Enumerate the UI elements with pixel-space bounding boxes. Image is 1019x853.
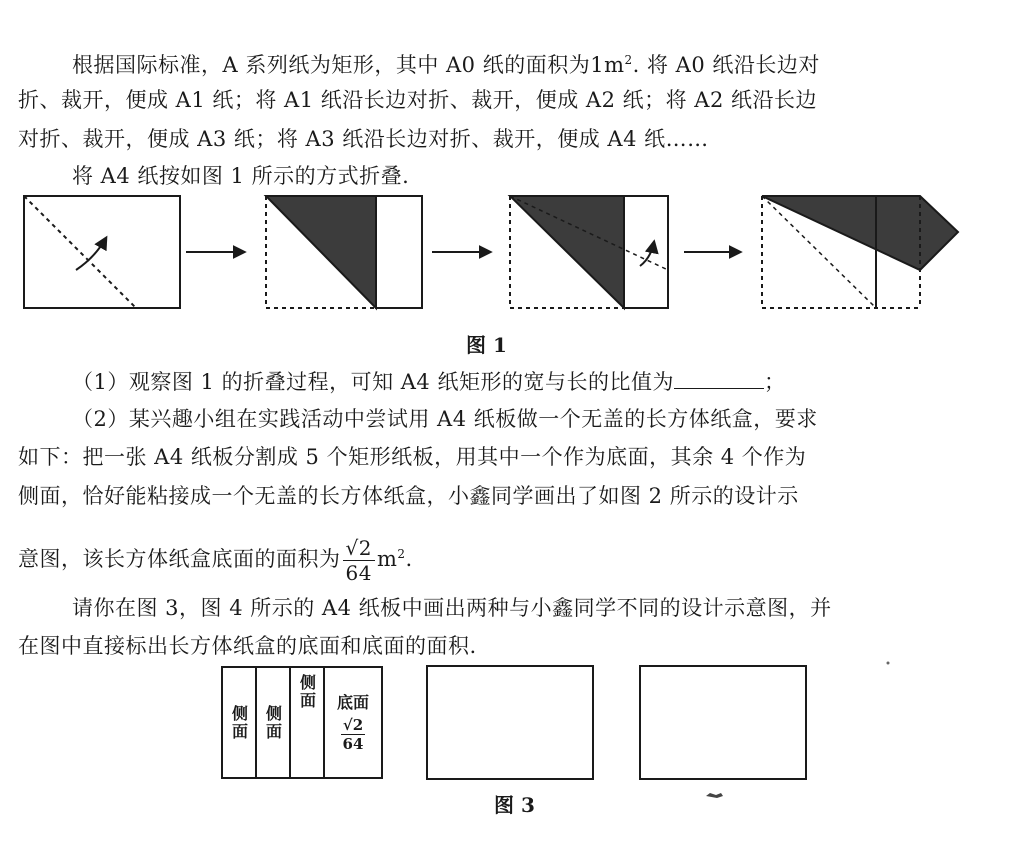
fraction-numerator: √2: [343, 536, 375, 561]
text-segment: . 将 A0 纸沿长边对: [632, 53, 820, 77]
side-panel-3: [289, 666, 325, 779]
figure-3-board: [427, 666, 593, 779]
fold-step-1: [24, 196, 180, 308]
question-3-line-1: 请你在图 3，图 4 所示的 A4 纸板中画出两种与小鑫同学不同的设计示意图，并: [72, 596, 832, 620]
answer-blank[interactable]: [674, 368, 764, 389]
side-panel-2: [255, 666, 291, 779]
area-exponent: 2: [624, 53, 633, 67]
side-panel-label: 侧面: [297, 674, 317, 710]
question-2-line-2: 如下：把一张 A4 纸板分割成 5 个矩形纸板，用其中一个作为底面，其余 4 个作为: [18, 445, 807, 469]
paragraph-1-line-2: 折、裁开，便成 A1 纸；将 A1 纸沿长边对折、裁开，便成 A2 纸；将 A2 纸沿长边: [18, 88, 818, 112]
bottom-area-numerator: √2: [342, 715, 364, 734]
figure-3-caption: 图 3: [494, 793, 535, 817]
question-1-text: （1）观察图 1 的折叠过程，可知 A4 纸矩形的宽与长的比值为: [72, 370, 674, 394]
area-unit-exponent: 2: [397, 547, 406, 561]
paragraph-2: 将 A4 纸按如图 1 所示的方式折叠.: [72, 164, 410, 188]
question-1: [72, 368, 1019, 396]
bottom-panel: [323, 666, 383, 779]
question-2-text: 意图，该长方体纸盒底面的面积为: [18, 547, 341, 571]
question-2-line-3: 侧面，恰好能粘接成一个无盖的长方体纸盒，小鑫同学画出了如图 2 所示的设计示: [18, 484, 799, 508]
fraction-denominator: 64: [345, 561, 372, 585]
ink-smudge: [706, 793, 723, 798]
figure-1-caption: 图 1: [466, 333, 507, 357]
figure-4-board: [640, 666, 806, 779]
side-panel-label: 侧面: [229, 704, 249, 741]
ink-speck: [887, 662, 890, 665]
question-2-line-1: （2）某兴趣小组在实践活动中尝试用 A4 纸板做一个无盖的长方体纸盒，要求: [72, 407, 818, 431]
side-panel-label: 侧面: [263, 704, 283, 741]
question-2-line-4: [18, 524, 1003, 589]
question-1-end: ；: [763, 370, 786, 394]
bottom-area-denominator: 64: [342, 734, 364, 753]
area-unit: m: [376, 547, 398, 571]
side-panel-1: [221, 666, 257, 779]
fold-step-4: [762, 196, 958, 308]
bottom-panel-label: 底面: [336, 692, 369, 712]
sentence-end: .: [405, 547, 413, 571]
fold-step-3: [510, 196, 668, 308]
area-value: 1m: [590, 53, 625, 77]
paragraph-1-line-3: 对折、裁开，便成 A3 纸；将 A3 纸沿长边对折、裁开，便成 A4 纸……: [18, 127, 709, 151]
fold-step-2: [266, 196, 422, 308]
area-fraction: [343, 536, 375, 585]
text-segment: 根据国际标准，A 系列纸为矩形，其中 A0 纸的面积为: [72, 53, 591, 77]
question-3-line-2: 在图中直接标出长方体纸盒的底面和底面的面积.: [18, 634, 477, 658]
bottom-area-fraction: [341, 716, 365, 753]
